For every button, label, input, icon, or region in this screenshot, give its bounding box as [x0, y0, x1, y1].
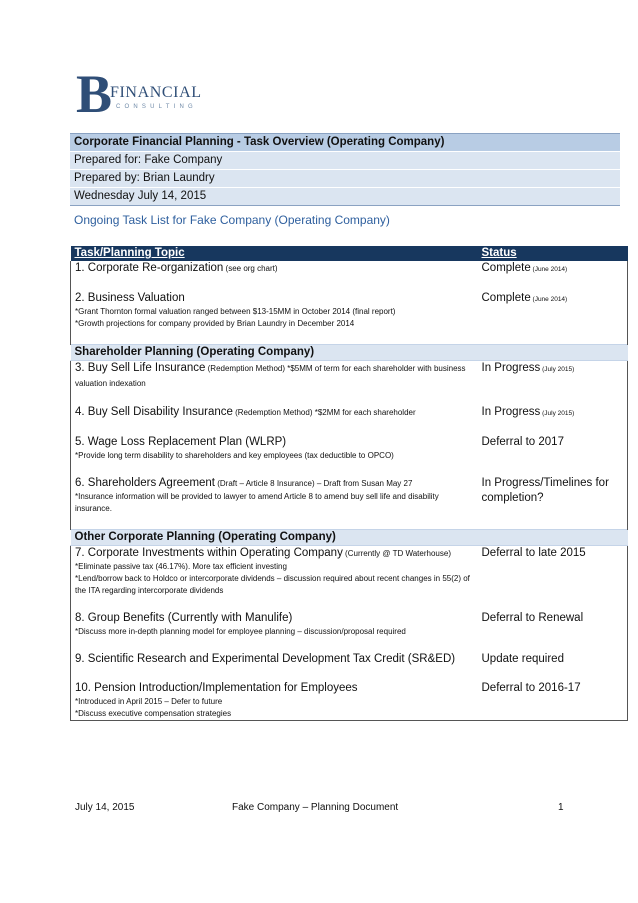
status-value: In Progress — [481, 406, 541, 418]
task-title: 9. Scientific Research and Experimental Development Tax Credit (SR&ED) — [75, 653, 456, 665]
row-spacer — [71, 277, 628, 291]
task-title: 8. Group Benefits (Currently with Manulife) — [75, 612, 293, 624]
status-value: In Progress/Timelines for completion? — [481, 477, 609, 504]
spacer-cell — [71, 277, 478, 291]
spacer-cell — [478, 277, 628, 291]
spacer-cell — [71, 391, 478, 405]
task-note: *Provide long term disability to shareholders and key employees (tax deductible to OPCO) — [75, 451, 394, 460]
task-cell — [71, 611, 478, 638]
status-date: (July 2015) — [540, 410, 575, 417]
section-heading: Other Corporate Planning (Operating Company) — [71, 530, 628, 546]
page-footer — [70, 802, 570, 816]
task-title: 10. Pension Introduction/Implementation for Employees — [75, 682, 358, 694]
task-note: *Lend/borrow back to Holdco or intercorporate dividends – discussion required about recent changes in 55(2) of the ITA regarding intercorporate dividends — [75, 574, 470, 595]
section-heading: Shareholder Planning (Operating Company) — [71, 345, 628, 361]
task-table — [70, 246, 628, 721]
status-value: Complete — [481, 262, 531, 274]
table-row — [71, 652, 628, 667]
table-row — [71, 546, 628, 598]
spacer-cell — [71, 638, 478, 652]
table-header-row — [71, 246, 628, 261]
task-cell — [71, 435, 478, 462]
table-row — [71, 611, 628, 638]
document-header — [70, 133, 620, 206]
section-row — [71, 345, 628, 361]
status-value: Deferral to 2016-17 — [481, 682, 581, 694]
table-row — [71, 261, 628, 277]
spacer-cell — [478, 667, 628, 681]
section-row — [71, 530, 628, 546]
company-logo — [76, 64, 202, 124]
status-cell — [478, 611, 628, 638]
spacer-cell — [71, 667, 478, 681]
task-note: *Discuss more in-depth planning model for employee planning – discussion/proposal required — [75, 627, 406, 636]
page-number: 1 — [558, 802, 564, 813]
row-spacer — [71, 391, 628, 405]
status-cell — [478, 435, 628, 462]
task-title: 6. Shareholders Agreement — [75, 477, 216, 489]
table-row — [71, 291, 628, 330]
row-spacer — [71, 421, 628, 435]
task-cell — [71, 652, 478, 667]
table-row — [71, 476, 628, 515]
task-note: *Growth projections for company provided by Brian Laundry in December 2014 — [75, 319, 355, 328]
document-date: Wednesday July 14, 2015 — [70, 188, 620, 206]
task-title-detail: (Currently @ TD Waterhouse) — [342, 549, 451, 558]
task-note: *Grant Thornton formal valuation ranged between $13-15MM in October 2014 (final report) — [75, 307, 396, 316]
status-date: (June 2014) — [530, 266, 568, 273]
spacer-cell — [478, 330, 628, 345]
column-header-task: Task/Planning Topic — [71, 246, 478, 261]
task-title-detail: (Redemption Method) *$2MM for each shareholder — [232, 408, 416, 417]
column-header-status: Status — [478, 246, 628, 261]
spacer-cell — [71, 421, 478, 435]
footer-date: July 14, 2015 — [75, 802, 135, 813]
task-title: 2. Business Valuation — [75, 292, 185, 304]
row-spacer — [71, 638, 628, 652]
task-note: *Eliminate passive tax (46.17%). More tax efficient investing — [75, 562, 287, 571]
footer-document-name: Fake Company – Planning Document — [232, 802, 399, 813]
status-cell — [478, 291, 628, 330]
logo-word-financial: FINANCIAL — [110, 84, 202, 101]
status-date: (June 2014) — [530, 296, 568, 303]
status-value: Deferral to Renewal — [481, 612, 584, 624]
table-row — [71, 435, 628, 462]
spacer-cell — [478, 391, 628, 405]
task-cell — [71, 405, 478, 421]
row-spacer — [71, 515, 628, 530]
row-spacer — [71, 667, 628, 681]
table-row — [71, 405, 628, 421]
prepared-by: Prepared by: Brian Laundry — [70, 170, 620, 188]
spacer-cell — [478, 462, 628, 476]
task-cell — [71, 546, 478, 598]
task-title: 3. Buy Sell Life Insurance — [75, 362, 206, 374]
table-row — [71, 361, 628, 392]
status-cell — [478, 361, 628, 392]
status-date: (July 2015) — [540, 366, 575, 373]
spacer-cell — [71, 462, 478, 476]
status-value: Deferral to late 2015 — [481, 547, 586, 559]
logo-letter: B — [76, 64, 113, 124]
document-title: Corporate Financial Planning - Task Overview (Operating Company) — [70, 133, 620, 152]
task-cell — [71, 361, 478, 392]
spacer-cell — [71, 515, 478, 530]
status-cell — [478, 681, 628, 721]
task-title-detail: (see org chart) — [223, 264, 278, 273]
task-title: 5. Wage Loss Replacement Plan (WLRP) — [75, 436, 287, 448]
spacer-cell — [478, 515, 628, 530]
task-note: *Introduced in April 2015 – Defer to future — [75, 697, 223, 706]
task-list-subtitle: Ongoing Task List for Fake Company (Operating Company) — [74, 213, 390, 227]
status-cell — [478, 546, 628, 598]
task-title: 7. Corporate Investments within Operating Company — [75, 547, 343, 559]
spacer-cell — [71, 597, 478, 611]
spacer-cell — [478, 638, 628, 652]
task-title-detail: (Draft – Article 8 Insurance) – Draft from Susan May 27 — [215, 479, 413, 488]
status-cell — [478, 261, 628, 277]
status-value: In Progress — [481, 362, 541, 374]
task-cell — [71, 476, 478, 515]
row-spacer — [71, 462, 628, 476]
logo-word-consulting: CONSULTING — [116, 104, 197, 110]
status-value: Update required — [481, 653, 564, 665]
spacer-cell — [71, 330, 478, 345]
status-cell — [478, 476, 628, 515]
row-spacer — [71, 330, 628, 345]
spacer-cell — [478, 597, 628, 611]
task-note: *Discuss executive compensation strategies — [75, 709, 232, 718]
task-title-detail: (Redemption Method) *$5MM of term for each shareholder with business valuation indexation — [75, 364, 466, 388]
status-cell — [478, 652, 628, 667]
task-title: 1. Corporate Re-organization — [75, 262, 224, 274]
table-row — [71, 681, 628, 721]
task-cell — [71, 681, 478, 721]
prepared-for: Prepared for: Fake Company — [70, 152, 620, 170]
task-note: *Insurance information will be provided to lawyer to amend Article 8 to amend buy sell life and disability insurance. — [75, 492, 439, 513]
row-spacer — [71, 597, 628, 611]
task-title: 4. Buy Sell Disability Insurance — [75, 406, 233, 418]
status-cell — [478, 405, 628, 421]
status-value: Complete — [481, 292, 531, 304]
status-value: Deferral to 2017 — [481, 436, 564, 448]
spacer-cell — [478, 421, 628, 435]
task-cell — [71, 261, 478, 277]
task-cell — [71, 291, 478, 330]
